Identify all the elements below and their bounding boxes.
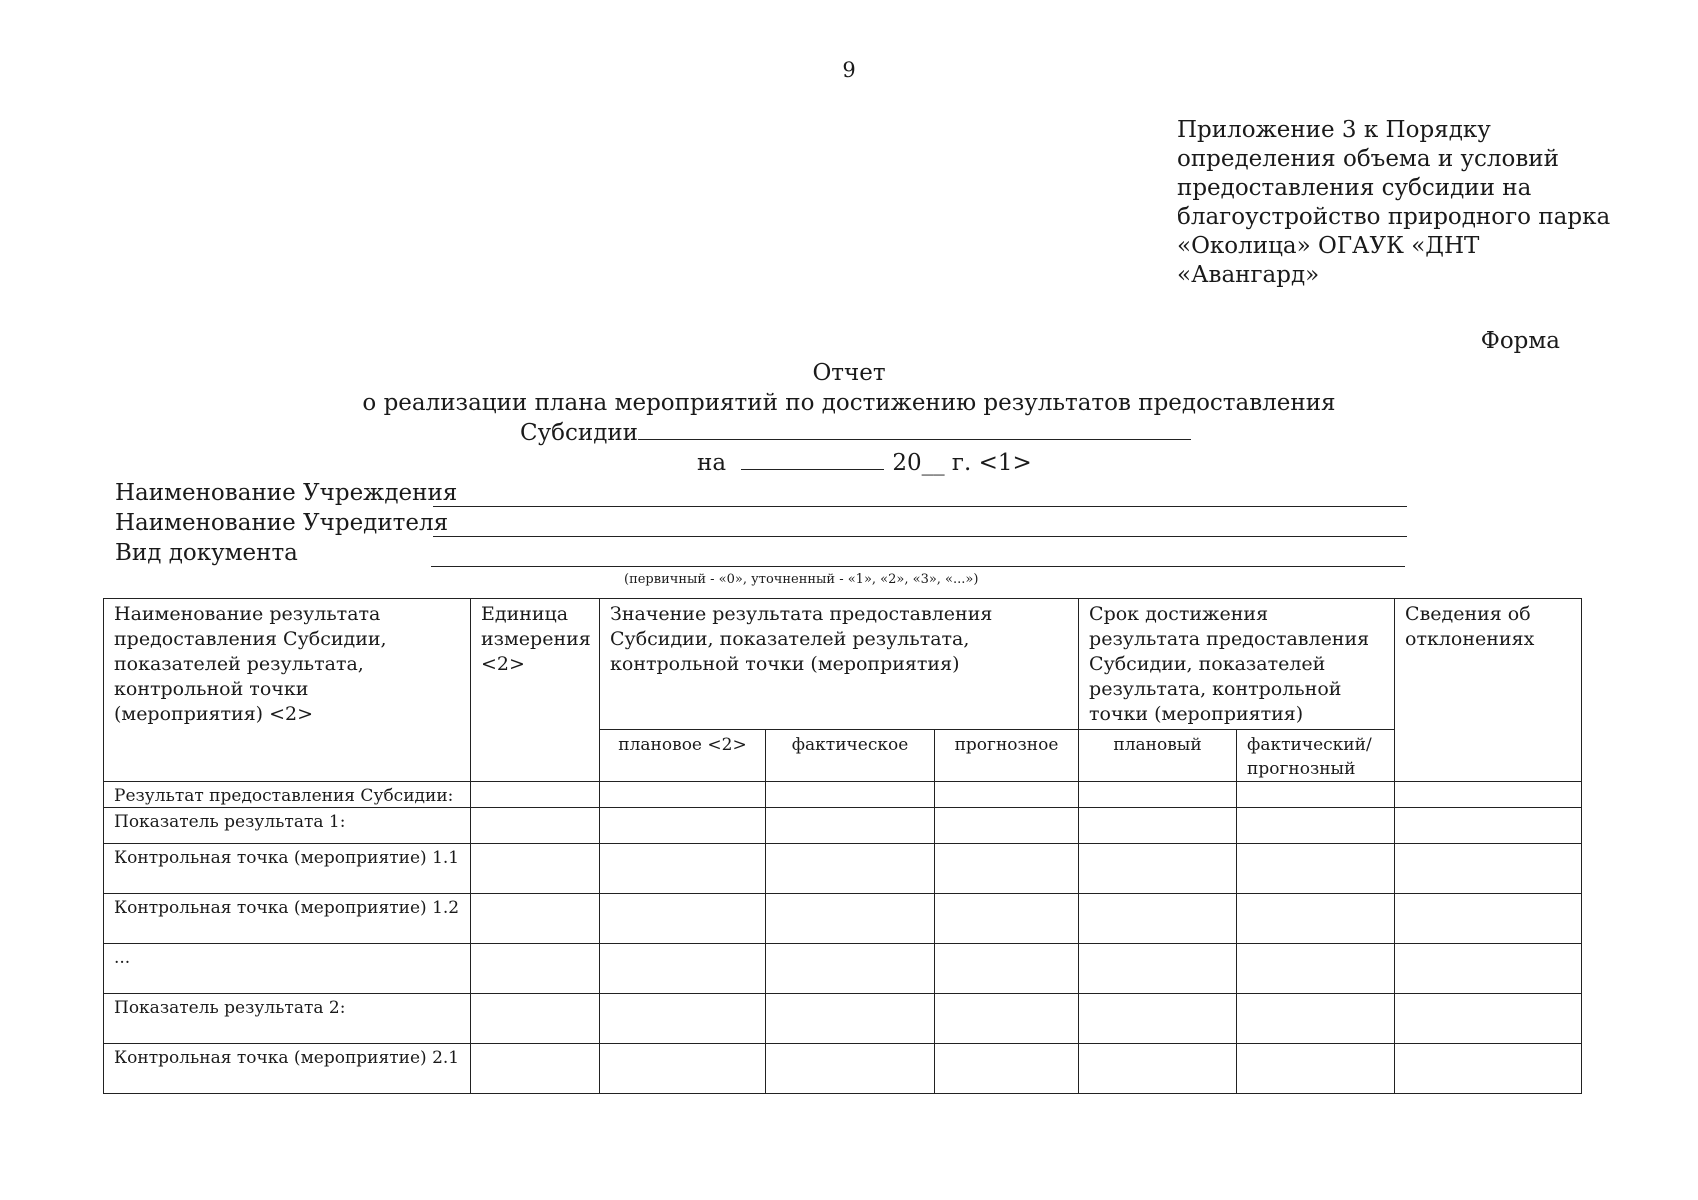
annex-line: «Околица» ОГАУК «ДНТ xyxy=(1177,233,1480,259)
table-cell[interactable] xyxy=(1395,894,1582,944)
table-cell[interactable] xyxy=(935,894,1079,944)
row-label: ... xyxy=(104,944,471,994)
report-table xyxy=(103,598,1582,1094)
row-label: Показатель результата 2: xyxy=(104,994,471,1044)
subsidy-line xyxy=(520,420,1191,446)
page-number: 9 xyxy=(842,58,856,82)
date-line xyxy=(697,450,1032,476)
table-cell[interactable] xyxy=(766,782,935,808)
table-cell[interactable] xyxy=(600,894,766,944)
table-cell[interactable] xyxy=(1395,782,1582,808)
table-cell[interactable] xyxy=(471,994,600,1044)
table-cell[interactable] xyxy=(1079,994,1237,1044)
report-title: Отчет xyxy=(812,360,886,386)
annex-line: Приложение 3 к Порядку xyxy=(1177,117,1491,143)
table-cell[interactable] xyxy=(1237,944,1395,994)
table-cell[interactable] xyxy=(766,808,935,844)
table-cell[interactable] xyxy=(766,1044,935,1094)
header-row xyxy=(104,599,1582,730)
table-cell[interactable] xyxy=(1237,844,1395,894)
table-cell[interactable] xyxy=(766,894,935,944)
table-cell[interactable] xyxy=(1395,844,1582,894)
table-cell[interactable] xyxy=(766,944,935,994)
table-cell[interactable] xyxy=(1079,944,1237,994)
table-cell[interactable] xyxy=(600,944,766,994)
row-label: Контрольная точка (мероприятие) 2.1 xyxy=(104,1044,471,1094)
header-deadline: Срок достижения результата предоставления Субсидии, показателей результата, контрольной точки (мероприятия) xyxy=(1079,599,1395,730)
table-cell[interactable] xyxy=(1237,808,1395,844)
annex-line: определения объема и условий xyxy=(1177,146,1559,172)
table-cell[interactable] xyxy=(1395,1044,1582,1094)
doc-type-hint: (первичный - «0», уточненный - «1», «2», «3», «...») xyxy=(624,572,979,587)
founder-field[interactable] xyxy=(433,536,1407,537)
header-unit: Единица измерения <2> xyxy=(471,599,600,782)
table-cell[interactable] xyxy=(471,1044,600,1094)
date-prefix: на xyxy=(697,450,727,476)
table-cell[interactable] xyxy=(935,1044,1079,1094)
subsidy-label: Субсидии xyxy=(520,420,639,446)
header-name: Наименование результата предоставления Субсидии, показателей результата, контрольной точки (мероприятия) <2> xyxy=(104,599,471,782)
table-cell[interactable] xyxy=(471,894,600,944)
table-cell[interactable] xyxy=(600,782,766,808)
subheader-planned-deadline: плановый xyxy=(1079,730,1237,782)
table-cell[interactable] xyxy=(1079,1044,1237,1094)
table-cell[interactable] xyxy=(471,808,600,844)
annex-reference xyxy=(1177,116,1647,290)
institution-field[interactable] xyxy=(433,506,1407,507)
table-row xyxy=(104,844,1582,894)
table-row xyxy=(104,894,1582,944)
row-label: Показатель результата 1: xyxy=(104,808,471,844)
doc-type-label: Вид документа xyxy=(115,540,298,566)
date-year: 20__ г. <1> xyxy=(892,450,1032,476)
table-row xyxy=(104,782,1582,808)
table-cell[interactable] xyxy=(1079,844,1237,894)
institution-label: Наименование Учреждения xyxy=(115,480,458,506)
annex-line: предоставления субсидии на xyxy=(1177,175,1532,201)
table-cell[interactable] xyxy=(935,808,1079,844)
table-cell[interactable] xyxy=(600,994,766,1044)
table-cell[interactable] xyxy=(1079,894,1237,944)
table-cell[interactable] xyxy=(935,944,1079,994)
header-deviations: Сведения об отклонениях xyxy=(1395,599,1582,782)
subheader-actual-deadline: фактический/ прогнозный xyxy=(1237,730,1395,782)
table-cell[interactable] xyxy=(1079,782,1237,808)
subheader-planned-value: плановое <2> xyxy=(600,730,766,782)
table-cell[interactable] xyxy=(1395,944,1582,994)
subheader-actual-value: фактическое xyxy=(766,730,935,782)
table-cell[interactable] xyxy=(471,782,600,808)
table-cell[interactable] xyxy=(935,782,1079,808)
subheader-forecast-value: прогнозное xyxy=(935,730,1079,782)
table-cell[interactable] xyxy=(1395,994,1582,1044)
subsidy-blank[interactable] xyxy=(638,439,1191,440)
row-label: Контрольная точка (мероприятие) 1.1 xyxy=(104,844,471,894)
row-label: Результат предоставления Субсидии: xyxy=(104,782,471,808)
table-cell[interactable] xyxy=(766,994,935,1044)
table-cell[interactable] xyxy=(1237,894,1395,944)
table-cell[interactable] xyxy=(1237,994,1395,1044)
table-cell[interactable] xyxy=(935,994,1079,1044)
table-row xyxy=(104,1044,1582,1094)
founder-label: Наименование Учредителя xyxy=(115,510,449,536)
table-cell[interactable] xyxy=(471,844,600,894)
table-cell[interactable] xyxy=(935,844,1079,894)
table-cell[interactable] xyxy=(600,1044,766,1094)
table-row xyxy=(104,808,1582,844)
table-cell[interactable] xyxy=(1079,808,1237,844)
table-cell[interactable] xyxy=(600,844,766,894)
table-cell[interactable] xyxy=(600,808,766,844)
annex-line: «Авангард» xyxy=(1177,262,1320,288)
doc-type-field[interactable] xyxy=(431,566,1405,567)
table-row xyxy=(104,944,1582,994)
table-cell[interactable] xyxy=(1395,808,1582,844)
form-label: Форма xyxy=(1480,328,1560,354)
report-subtitle: о реализации плана мероприятий по достижению результатов предоставления xyxy=(362,390,1336,416)
table-row xyxy=(104,994,1582,1044)
table-cell[interactable] xyxy=(766,844,935,894)
row-label: Контрольная точка (мероприятие) 1.2 xyxy=(104,894,471,944)
table-cell[interactable] xyxy=(471,944,600,994)
table-cell[interactable] xyxy=(1237,782,1395,808)
header-value: Значение результата предоставления Субсидии, показателей результата, контрольной точки (мероприятия) xyxy=(600,599,1079,730)
annex-line: благоустройство природного парка xyxy=(1177,204,1611,230)
date-blank[interactable] xyxy=(741,469,884,470)
table-cell[interactable] xyxy=(1237,1044,1395,1094)
